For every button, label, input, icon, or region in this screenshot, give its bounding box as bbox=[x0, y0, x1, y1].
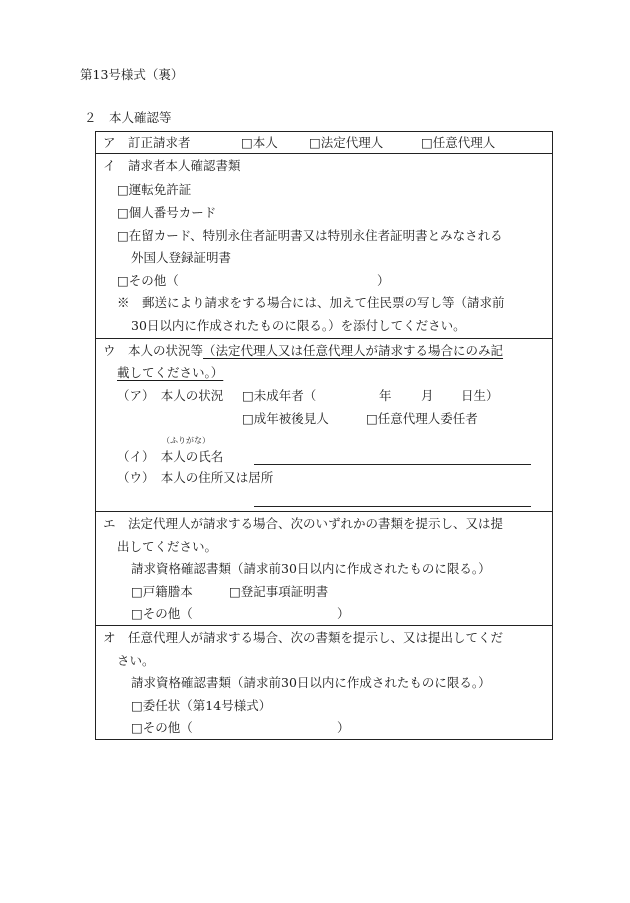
other-id-close-paren: ） bbox=[377, 273, 390, 288]
minor-checkbox[interactable]: □未成年者（ bbox=[242, 388, 317, 403]
other-id-checkbox[interactable]: □その他（ bbox=[117, 273, 179, 288]
principal-status-condition: （法定代理人又は任意代理人が請求する場合にのみ記 bbox=[203, 343, 504, 358]
mail-request-note-continued: 30日以内に作成されたものに限る。）を添付してください。 bbox=[131, 318, 466, 333]
drivers-license-checkbox[interactable]: □運転免許証 bbox=[117, 182, 192, 197]
principal-status-condition-continued: 載してください。） bbox=[117, 365, 224, 380]
principal-name-field[interactable] bbox=[254, 464, 531, 465]
voluntary-agent-instruction-continued: さい。 bbox=[117, 653, 155, 668]
voluntary-agent-docs-heading: 請求資格確認書類（請求前30日以内に作成されたものに限る。） bbox=[131, 675, 491, 690]
id-documents-heading: イ 請求者本人確認書類 bbox=[103, 158, 241, 173]
form-title: 第13号様式（裏） bbox=[80, 67, 184, 82]
voluntary-agent-other-close-paren: ） bbox=[337, 720, 350, 735]
section-heading: ２ 本人確認等 bbox=[84, 110, 172, 125]
requester-self-checkbox[interactable]: □本人 bbox=[241, 135, 278, 150]
principal-address-field[interactable] bbox=[254, 506, 531, 507]
power-of-attorney-checkbox[interactable]: □委任状（第14号様式） bbox=[131, 698, 272, 713]
my-number-card-checkbox[interactable]: □個人番号カード bbox=[117, 205, 217, 220]
birth-day-label: 日生） bbox=[461, 388, 499, 403]
family-register-checkbox[interactable]: □戸籍謄本 bbox=[131, 584, 193, 599]
furigana-label: （ふりがな） bbox=[162, 436, 210, 445]
principal-status-heading: ウ 本人の状況等（法定代理人又は任意代理人が請求する場合にのみ記 bbox=[103, 343, 504, 358]
principal-address-label: （ウ） 本人の住所又は居所 bbox=[117, 470, 274, 485]
principal-name-label: （イ） 本人の氏名 bbox=[117, 449, 224, 464]
legal-agent-other-checkbox[interactable]: □その他（ bbox=[131, 606, 193, 621]
birth-year-label: 年 bbox=[379, 388, 392, 403]
principal-status-label: （ア） 本人の状況 bbox=[117, 388, 224, 403]
requester-legal-agent-checkbox[interactable]: □法定代理人 bbox=[309, 135, 384, 150]
row-divider bbox=[95, 153, 553, 154]
row-divider bbox=[95, 511, 553, 512]
row-divider bbox=[95, 338, 553, 339]
adult-ward-checkbox[interactable]: □成年被後見人 bbox=[242, 411, 329, 426]
requester-type-label: ア 訂正請求者 bbox=[103, 135, 191, 150]
birth-month-label: 月 bbox=[421, 388, 434, 403]
legal-agent-docs-heading: 請求資格確認書類（請求前30日以内に作成されたものに限る。） bbox=[131, 561, 491, 576]
requester-voluntary-agent-checkbox[interactable]: □任意代理人 bbox=[421, 135, 496, 150]
mail-request-note: ※ 郵送により請求をする場合には、加えて住民票の写し等（請求前 bbox=[117, 295, 505, 310]
residence-card-continued: 外国人登録証明書 bbox=[131, 250, 232, 265]
voluntary-agent-instruction: オ 任意代理人が請求する場合、次の書類を提示し、又は提出してくだ bbox=[103, 630, 504, 645]
residence-card-checkbox[interactable]: □在留カード、特別永住者証明書又は特別永住者証明書とみなされる bbox=[117, 228, 503, 243]
legal-agent-instruction-continued: 出してください。 bbox=[117, 539, 218, 554]
legal-agent-other-close-paren: ） bbox=[337, 606, 350, 621]
voluntary-delegator-checkbox[interactable]: □任意代理人委任者 bbox=[366, 411, 478, 426]
registry-certificate-checkbox[interactable]: □登記事項証明書 bbox=[229, 584, 329, 599]
legal-agent-instruction: エ 法定代理人が請求する場合、次のいずれかの書類を提示し、又は提 bbox=[103, 516, 504, 531]
row-divider bbox=[95, 625, 553, 626]
voluntary-agent-other-checkbox[interactable]: □その他（ bbox=[131, 720, 193, 735]
